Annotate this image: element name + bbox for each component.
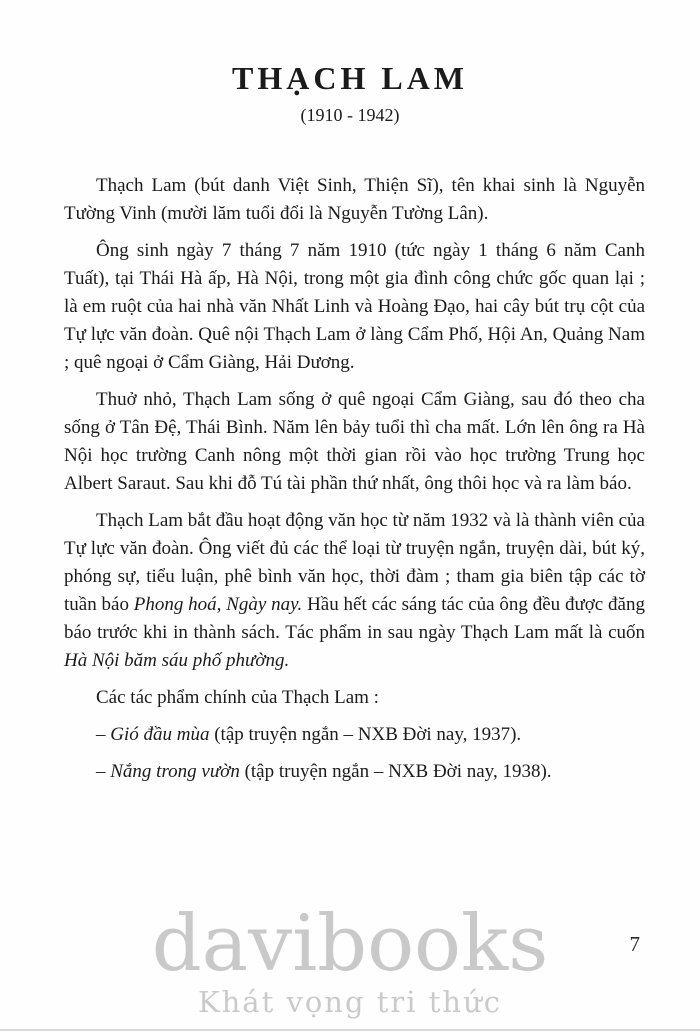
italic-text-run: Gió đầu mùa bbox=[110, 724, 210, 745]
page-subtitle: (1910 - 1942) bbox=[300, 105, 400, 125]
text-run: – bbox=[96, 761, 111, 782]
italic-text-run: Hà Nội băm sáu phố phường. bbox=[64, 650, 290, 671]
text-run: (tập truyện ngắn – NXB Đời nay, 1938). bbox=[239, 761, 552, 782]
text-run: Thuở nhỏ, Thạch Lam sống ở quê ngoại Cẩm Giàng, sau đó theo cha sống ở Tân Đệ, Thái Bình. Năm lên bảy tuổi thì cha mất. Lớn lên ông ra Hà Nội học trường Canh nông một thời gian rồi vào học trường Trung học Albert Saraut. Sau khi đỗ Tú tài phần thứ nhất, ông thôi học và ra làm báo. bbox=[64, 389, 645, 494]
text-run: Các tác phẩm chính của Thạch Lam : bbox=[96, 687, 379, 708]
paragraph bbox=[64, 507, 645, 675]
paragraph bbox=[64, 172, 645, 228]
text-run: (tập truyện ngắn – NXB Đời nay, 1937). bbox=[209, 724, 522, 745]
text-run: Thạch Lam (bút danh Việt Sinh, Thiện Sĩ), tên khai sinh là Nguyễn Tường Vinh (mười lăm tuổi đổi là Nguyễn Tường Lân). bbox=[64, 175, 645, 224]
paragraph bbox=[64, 386, 645, 498]
page-body bbox=[0, 172, 700, 786]
list-item bbox=[64, 721, 645, 749]
italic-text-run: Nắng trong vườn bbox=[110, 761, 240, 782]
paragraph bbox=[64, 237, 645, 377]
watermark bbox=[0, 899, 700, 1019]
text-run: Ông sinh ngày 7 tháng 7 năm 1910 (tức ngày 1 tháng 6 năm Canh Tuất), tại Thái Hà ấp, Hà Nội, trong một gia đình công chức gốc quan lại ; là em ruột của hai nhà văn Nhất Linh và Hoàng Đạo, hai cây bút trụ cột của Tự lực văn đoàn. Quê nội Thạch Lam ở làng Cẩm Phố, Hội An, Quảng Nam ; quê ngoại ở Cẩm Giàng, Hải Dương. bbox=[64, 240, 645, 373]
text-run: Hầu hết các sáng tác của ông đều được đăng báo trước khi in thành sách. Tác phẩm in sau ngày Thạch Lam mất là cuốn bbox=[64, 594, 645, 643]
page-title: THẠCH LAM bbox=[232, 60, 468, 96]
italic-text-run: Phong hoá, Ngày nay. bbox=[133, 594, 303, 615]
text-run: – bbox=[96, 724, 111, 745]
watermark-brand: davibooks bbox=[151, 899, 549, 989]
list-item bbox=[64, 758, 645, 786]
page-number: 7 bbox=[629, 932, 640, 956]
watermark-tagline: Khát vọng tri thức bbox=[197, 985, 503, 1019]
text-run: Thạch Lam bắt đầu hoạt động văn học từ năm 1932 và là thành viên của Tự lực văn đoàn. Ông viết đủ các thể loại từ truyện ngắn, truyện dài, bút ký, phóng sự, tiểu luận, phê bình văn học, thời đàm ; tham gia biên tập các tờ tuần báo bbox=[64, 510, 645, 615]
paragraph bbox=[64, 684, 645, 712]
